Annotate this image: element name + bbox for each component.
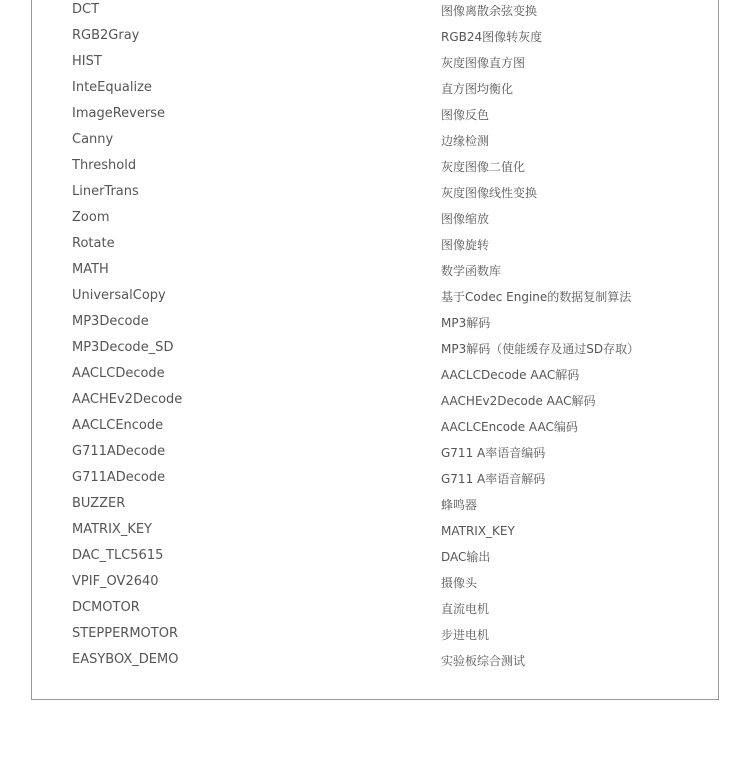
table-row [32,466,720,492]
example-name: AACLCEncode [72,418,164,433]
example-name: G711ADecode [72,470,166,485]
table-row [32,232,720,258]
example-name: RGB2Gray [72,28,140,43]
table-row [32,284,720,310]
example-name: LinerTrans [72,184,139,199]
example-description: 直流电机 [441,602,490,616]
example-name: MP3Decode [72,314,149,329]
example-description: 灰度图像线性变换 [441,186,538,200]
example-description: 基于Codec Engine的数据复制算法 [441,290,632,304]
table-row [32,154,720,180]
example-description: 步进电机 [441,628,490,642]
table-frame [31,0,719,700]
example-name: HIST [72,54,102,69]
example-name: VPIF_OV2640 [72,574,159,589]
example-description: 蜂鸣器 [441,498,478,512]
example-description: 图像旋转 [441,238,490,252]
example-description: 图像反色 [441,108,490,122]
example-name: Threshold [72,158,137,173]
example-description: AACLCEncode AAC编码 [441,420,578,434]
example-name: MATH [72,262,109,277]
example-description: MP3解码（使能缓存及通过SD存取） [441,342,640,356]
table-row [32,206,720,232]
table-row [32,102,720,128]
example-description: MATRIX_KEY [441,524,515,538]
table-row [32,24,720,50]
example-description: G711 A率语音编码 [441,446,546,460]
table-row [32,596,720,622]
example-description: 灰度图像二值化 [441,160,526,174]
example-name: EASYBOX_DEMO [72,652,179,667]
example-description: 摄像头 [441,576,478,590]
example-name: DAC_TLC5615 [72,548,164,563]
example-name: AACLCDecode [72,366,165,381]
example-description: 图像离散余弦变换 [441,4,538,18]
example-name: InteEqualize [72,80,152,95]
example-name: MATRIX_KEY [72,522,152,537]
table-row [32,180,720,206]
table-row [32,76,720,102]
example-name: Zoom [72,210,110,225]
example-description: RGB24图像转灰度 [441,30,543,44]
example-description: 数学函数库 [441,264,502,278]
example-table [32,0,720,674]
example-name: MP3Decode_SD [72,340,174,355]
example-description: DAC输出 [441,550,491,564]
table-row [32,362,720,388]
example-name: UniversalCopy [72,288,166,303]
example-description: AACHEv2Decode AAC解码 [441,394,596,408]
table-row [32,570,720,596]
table-row [32,50,720,76]
example-name: BUZZER [72,496,126,511]
table-row [32,0,720,24]
example-description: 灰度图像直方图 [441,56,526,70]
table-row [32,310,720,336]
example-description: MP3解码 [441,316,491,330]
table-row [32,622,720,648]
example-name: G711ADecode [72,444,166,459]
example-description: 图像缩放 [441,212,490,226]
table-row [32,544,720,570]
example-description: 直方图均衡化 [441,82,514,96]
example-description: G711 A率语音解码 [441,472,546,486]
example-description: 边缘检测 [441,134,490,148]
table-row [32,492,720,518]
example-description: 实验板综合测试 [441,654,526,668]
table-row [32,128,720,154]
table-row [32,258,720,284]
example-description: AACLCDecode AAC解码 [441,368,580,382]
example-name: Canny [72,132,114,147]
table-row [32,648,720,674]
example-name: STEPPERMOTOR [72,626,178,641]
table-row [32,414,720,440]
table-row [32,518,720,544]
table-row [32,336,720,362]
example-name: ImageReverse [72,106,165,121]
table-row [32,388,720,414]
table-row [32,440,720,466]
example-name: DCMOTOR [72,600,140,615]
example-name: AACHEv2Decode [72,392,183,407]
example-name: DCT [72,2,100,17]
example-name: Rotate [72,236,115,251]
